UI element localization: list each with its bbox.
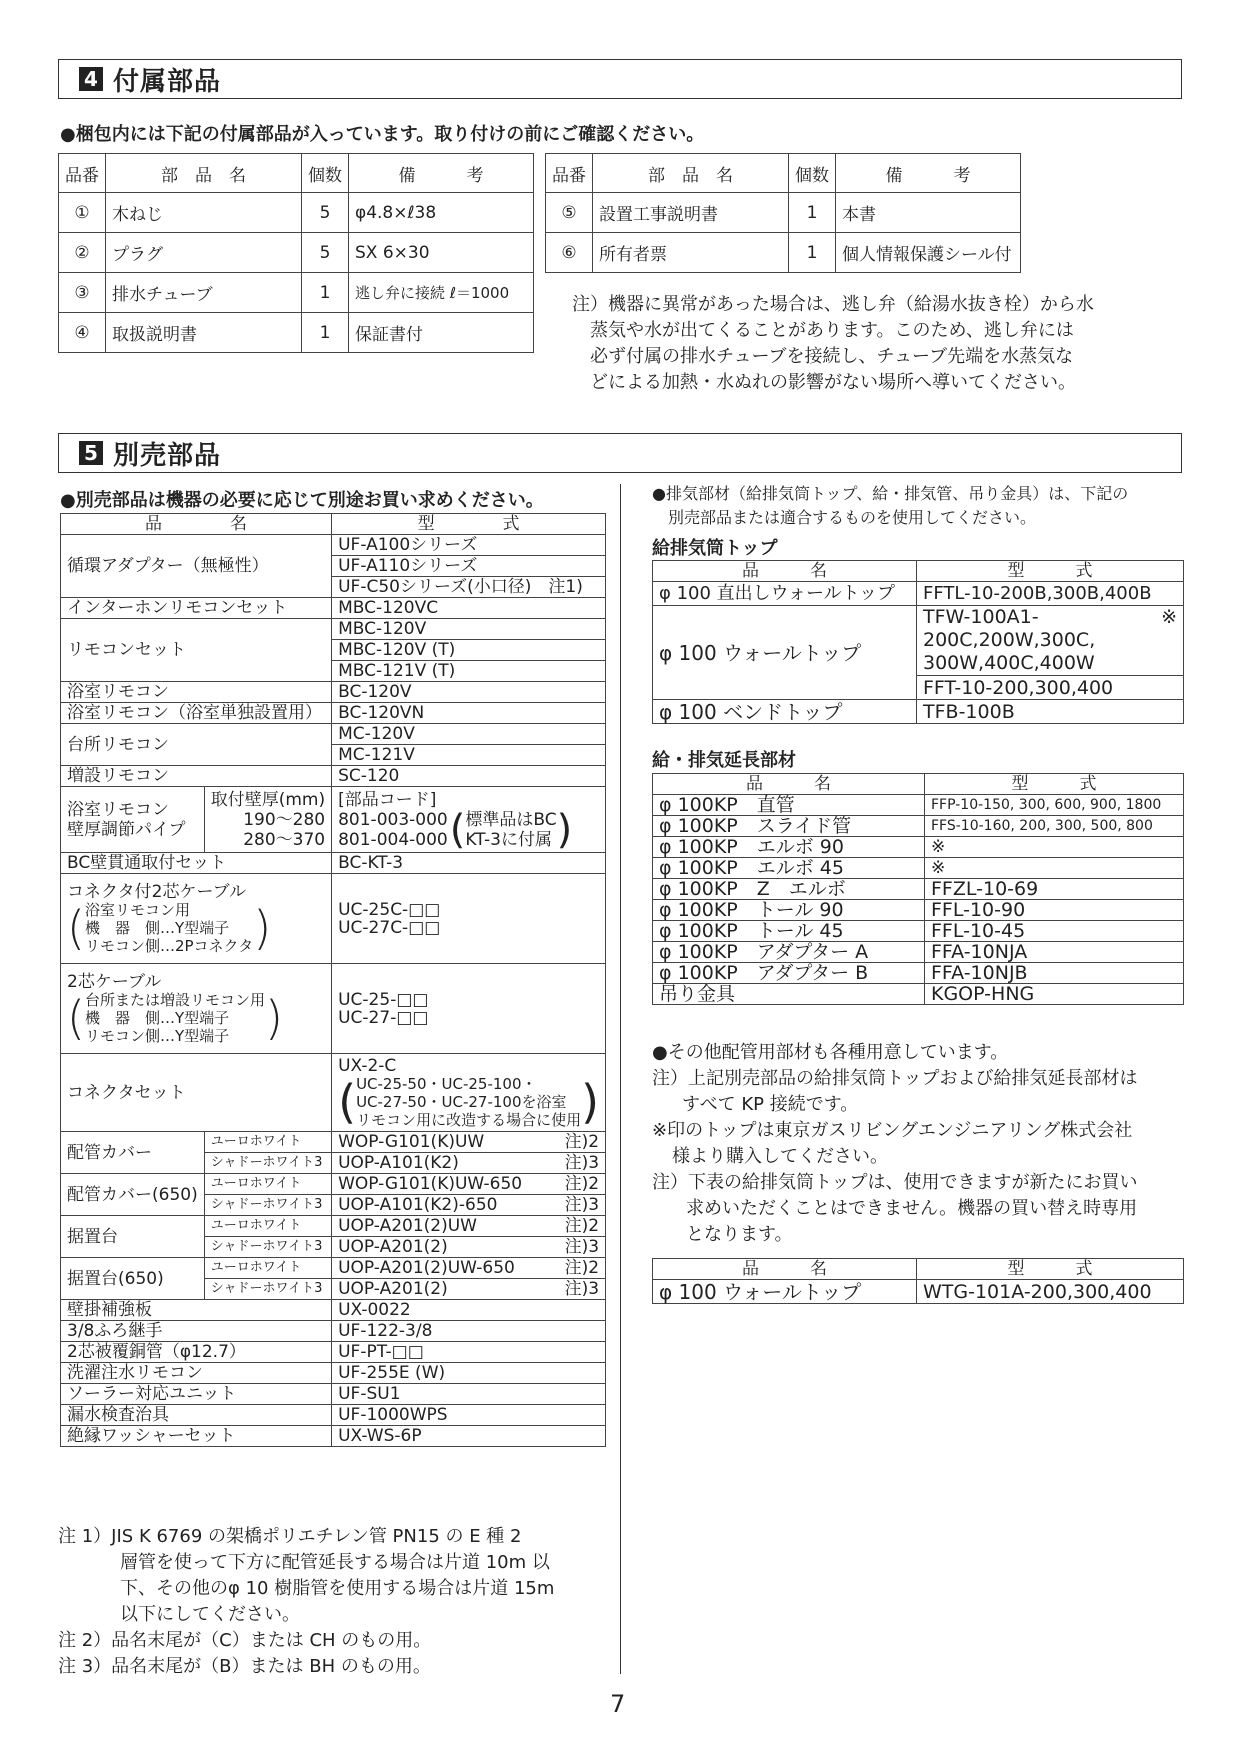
table-row bbox=[653, 582, 1184, 606]
cable-line: 浴室リモコン用 bbox=[84, 900, 190, 919]
color-variant: シャドーホワイト3 bbox=[204, 1195, 331, 1216]
color-variant: シャドーホワイト3 bbox=[204, 1153, 331, 1174]
table-row bbox=[653, 963, 1184, 984]
row-no: ① bbox=[59, 193, 106, 233]
row-name bbox=[61, 787, 205, 853]
color-variant: ユーロホワイト bbox=[204, 1216, 331, 1237]
row-no: ④ bbox=[59, 313, 106, 353]
cable-title: コネクタ付2芯ケーブル bbox=[67, 881, 246, 902]
row-model: UX-0022 bbox=[332, 1300, 606, 1321]
model-line: UC-27C-□□ bbox=[338, 917, 441, 938]
row-qty: 1 bbox=[789, 233, 836, 273]
color-variant: ユーロホワイト bbox=[204, 1258, 331, 1279]
table-row bbox=[61, 1342, 606, 1363]
header-no: 品番 bbox=[546, 154, 593, 193]
row-name: 3/8ふろ継手 bbox=[61, 1321, 332, 1342]
row-qty: 5 bbox=[302, 233, 349, 273]
part-code-note-1: 標準品はBC bbox=[465, 809, 557, 830]
page-number: 7 bbox=[610, 1690, 626, 1718]
row-model bbox=[332, 1174, 606, 1195]
section-4-lead: ●梱包内には下記の付属部品が入っています。取り付けの前にご確認ください。 bbox=[60, 124, 705, 145]
row-name: φ 100 ウォールトップ bbox=[653, 1280, 917, 1304]
header-qty: 個数 bbox=[789, 154, 836, 193]
row-name: 絶縁ワッシャーセット bbox=[61, 1426, 332, 1447]
table-row bbox=[59, 273, 534, 313]
row-name: 吊り金具 bbox=[653, 984, 925, 1005]
table-row bbox=[61, 1300, 606, 1321]
model-note-line: リモコン用に改造する場合に使用 bbox=[356, 1110, 582, 1129]
table-row bbox=[61, 682, 606, 703]
row-name: 木ねじ bbox=[106, 193, 302, 233]
row-name: 台所リモコン bbox=[61, 724, 332, 766]
part-code: [部品コード] 801-003-000 801-004-000 ( 標準品はBC KT-3に付属 ) bbox=[332, 787, 606, 853]
table-row bbox=[61, 1426, 606, 1447]
table-row bbox=[653, 816, 1184, 837]
exhaust-notes bbox=[652, 1040, 1137, 1248]
row-model bbox=[917, 606, 1184, 676]
table-row bbox=[653, 1280, 1184, 1304]
header-name: 部 品 名 bbox=[593, 154, 789, 193]
model-value: WOP-G101(K)UW bbox=[338, 1132, 485, 1152]
note-line: 以下にしてください。 bbox=[120, 1604, 300, 1625]
note-line: どによる加熱・水ぬれの影響がない場所へ導いてください。 bbox=[590, 372, 1076, 393]
wall-thickness-b: 280〜370 bbox=[243, 829, 326, 850]
vent-top-title: 給排気筒トップ bbox=[652, 538, 778, 559]
model-line: TFW-100A1- bbox=[923, 606, 1039, 628]
header-name: 品 名 bbox=[61, 514, 332, 535]
header-name: 部 品 名 bbox=[106, 154, 302, 193]
row-model: FFA-10NJB bbox=[925, 963, 1184, 984]
row-model: FFT-10-200,300,400 bbox=[917, 676, 1184, 700]
model-line: UC-25-□□ bbox=[338, 989, 429, 1010]
table-header bbox=[653, 774, 1184, 795]
note-line: 層管を使って下方に配管延長する場合は片道 10m 以 bbox=[120, 1552, 550, 1573]
part-code-title: [部品コード] bbox=[338, 789, 437, 810]
row-model: SC-120 bbox=[332, 766, 606, 787]
part-code-note-2: KT-3に付属 bbox=[465, 829, 552, 850]
section-4-note bbox=[572, 292, 1094, 396]
note-line: となります。 bbox=[686, 1224, 793, 1245]
row-model: UF-255E (W) bbox=[332, 1363, 606, 1384]
row-note: 本書 bbox=[836, 193, 1021, 233]
row-qty: 1 bbox=[789, 193, 836, 233]
model-value: UOP-A201(2)UW-650 bbox=[338, 1258, 515, 1278]
row-model: BC-120V bbox=[332, 682, 606, 703]
legacy-top-table bbox=[652, 1258, 1184, 1304]
row-model bbox=[332, 964, 606, 1054]
table-row bbox=[61, 1321, 606, 1342]
note-line: 下、その他のφ 10 樹脂管を使用する場合は片道 15m bbox=[120, 1578, 555, 1599]
row-no: ③ bbox=[59, 273, 106, 313]
column-divider bbox=[620, 484, 621, 1674]
row-no: ② bbox=[59, 233, 106, 273]
model-note-line: UC-27-50・UC-27-100を浴室 bbox=[356, 1092, 567, 1111]
wall-thickness-title: 取付壁厚(mm) bbox=[210, 789, 326, 810]
row-model: MBC-121V (T) bbox=[332, 661, 606, 682]
header-name: 品 名 bbox=[653, 1259, 917, 1280]
note-ref: 注)2 bbox=[564, 1258, 600, 1278]
row-name: φ 100KP アダプター A bbox=[653, 942, 925, 963]
cable-line: リモコン側…Y型端子 bbox=[84, 1026, 230, 1045]
section-5-number: 5 bbox=[79, 441, 103, 465]
row-name: φ 100 直出しウォールトップ bbox=[653, 582, 917, 606]
row-qty: 5 bbox=[302, 193, 349, 233]
header-no: 品番 bbox=[59, 154, 106, 193]
table-header bbox=[59, 154, 534, 193]
model-line: UC-27-□□ bbox=[338, 1007, 429, 1028]
row-note: φ4.8×ℓ38 bbox=[349, 193, 534, 233]
model-value: UOP-A201(2) bbox=[338, 1237, 448, 1257]
note-ref: 注)3 bbox=[564, 1195, 600, 1215]
header-model: 型 式 bbox=[917, 1259, 1184, 1280]
table-header bbox=[653, 1259, 1184, 1280]
row-name: 配管カバー bbox=[61, 1132, 205, 1174]
color-variant: ユーロホワイト bbox=[204, 1174, 331, 1195]
table-row bbox=[61, 1363, 606, 1384]
row-model: BC-KT-3 bbox=[332, 853, 606, 874]
row-model bbox=[332, 1237, 606, 1258]
row-name: φ 100KP アダプター B bbox=[653, 963, 925, 984]
model-line: UX-2-C bbox=[338, 1055, 397, 1076]
row-name: ソーラー対応ユニット bbox=[61, 1384, 332, 1405]
table-row bbox=[59, 233, 534, 273]
row-name: φ 100KP エルボ 45 bbox=[653, 858, 925, 879]
row-model: FFL-10-90 bbox=[925, 900, 1184, 921]
row-model: UF-A100シリーズ bbox=[332, 535, 606, 556]
row-model: UF-SU1 bbox=[332, 1384, 606, 1405]
row-model: MC-120V bbox=[332, 724, 606, 745]
table-row bbox=[61, 766, 606, 787]
row-model: KGOP-HNG bbox=[925, 984, 1184, 1005]
row-name: 据置台 bbox=[61, 1216, 205, 1258]
section-5-title: 別売部品 bbox=[113, 440, 222, 471]
row-name: 循環アダプター（無極性） bbox=[61, 535, 332, 598]
row-model bbox=[332, 1258, 606, 1279]
section-4-title: 付属部品 bbox=[113, 66, 222, 97]
section-4-header bbox=[58, 59, 1182, 99]
header-model: 型 式 bbox=[332, 514, 606, 535]
note-line: 注 2）品名末尾が（C）または CH のもの用。 bbox=[58, 1630, 432, 1651]
row-model: MBC-120VC bbox=[332, 598, 606, 619]
row-qty: 1 bbox=[302, 273, 349, 313]
model-value: UOP-A201(2)UW bbox=[338, 1216, 477, 1236]
table-row bbox=[653, 858, 1184, 879]
note-line: ※印のトップは東京ガスリビングエンジニアリング株式会社 bbox=[652, 1120, 1133, 1141]
table-row bbox=[59, 313, 534, 353]
row-name: 排水チューブ bbox=[106, 273, 302, 313]
note-ref: 注)2 bbox=[564, 1132, 600, 1152]
optional-parts-notes bbox=[58, 1524, 554, 1680]
row-model bbox=[332, 1279, 606, 1300]
note-ref: 注)2 bbox=[564, 1174, 600, 1194]
part-code-1: 801-003-000 bbox=[338, 809, 448, 830]
row-model bbox=[332, 1216, 606, 1237]
header-qty: 個数 bbox=[302, 154, 349, 193]
row-name: 浴室リモコン（浴室単独設置用） bbox=[61, 703, 332, 724]
model-value: WOP-G101(K)UW-650 bbox=[338, 1174, 523, 1194]
table-row bbox=[61, 598, 606, 619]
row-model: FFA-10NJA bbox=[925, 942, 1184, 963]
row-name: φ 100KP トール 45 bbox=[653, 921, 925, 942]
row-name: 浴室リモコン bbox=[61, 682, 332, 703]
model-value: UOP-A101(K2)-650 bbox=[338, 1195, 498, 1215]
table-row bbox=[653, 900, 1184, 921]
accessory-table-left bbox=[58, 153, 534, 353]
extension-table bbox=[652, 773, 1184, 1005]
cable-title: 2芯ケーブル bbox=[67, 971, 162, 992]
row-model bbox=[332, 874, 606, 964]
table-row bbox=[61, 964, 606, 1054]
cable-line: リモコン側…2Pコネクタ bbox=[84, 936, 254, 955]
row-name: 配管カバー(650) bbox=[61, 1174, 205, 1216]
color-variant: シャドーホワイト3 bbox=[204, 1279, 331, 1300]
table-row bbox=[61, 1216, 606, 1237]
row-model bbox=[332, 1153, 606, 1174]
pipe-name-line: 壁厚調節パイプ bbox=[67, 819, 186, 840]
table-header bbox=[546, 154, 1021, 193]
note-line: 求めいただくことはできません。機器の買い替え時専用 bbox=[686, 1198, 1138, 1219]
row-name: φ 100KP Z エルボ bbox=[653, 879, 925, 900]
table-row bbox=[61, 619, 606, 640]
row-note: 逃し弁に接続 ℓ＝1000 bbox=[349, 273, 534, 313]
table-row bbox=[61, 874, 606, 964]
lead-line: 別売部品または適合するものを使用してください。 bbox=[668, 508, 1037, 527]
note-line: 必ず付属の排水チューブを接続し、チューブ先端を水蒸気な bbox=[590, 346, 1074, 367]
vent-top-table bbox=[652, 560, 1184, 724]
header-note: 備 考 bbox=[349, 154, 534, 193]
table-row bbox=[61, 1054, 606, 1132]
table-row bbox=[653, 700, 1184, 724]
header-note: 備 考 bbox=[836, 154, 1021, 193]
cable-line: 台所または増設リモコン用 bbox=[84, 990, 265, 1009]
table-row bbox=[61, 787, 606, 853]
row-name: φ 100 ウォールトップ bbox=[653, 606, 917, 700]
model-line: 200C,200W,300C, bbox=[923, 629, 1096, 651]
section-5-header bbox=[58, 433, 1182, 473]
table-row bbox=[653, 837, 1184, 858]
row-note: 個人情報保護シール付 bbox=[836, 233, 1021, 273]
note-ref: 注)2 bbox=[564, 1216, 600, 1236]
extension-title: 給・排気延長部材 bbox=[652, 750, 796, 771]
row-model bbox=[332, 1132, 606, 1153]
row-model: FFL-10-45 bbox=[925, 921, 1184, 942]
section-4-number: 4 bbox=[79, 67, 103, 91]
row-model: UX-2-C ( UC-25-50・UC-25-100・ UC-27-50・UC-27-100を浴室 リモコン用に改造する場合に使用 ) bbox=[332, 1054, 606, 1132]
table-row bbox=[653, 942, 1184, 963]
part-code-2: 801-004-000 bbox=[338, 829, 448, 850]
model-value: UOP-A201(2) bbox=[338, 1279, 448, 1299]
note-line: 蒸気や水が出てくることがあります。このため、逃し弁には bbox=[590, 320, 1074, 341]
row-model: MBC-120V bbox=[332, 619, 606, 640]
row-note: SX 6×30 bbox=[349, 233, 534, 273]
row-model: TFB-100B bbox=[917, 700, 1184, 724]
row-model: FFTL-10-200B,300B,400B bbox=[917, 582, 1184, 606]
row-model: UF-C50シリーズ(小口径) 注1) bbox=[332, 577, 606, 598]
row-model: FFS-10-160, 200, 300, 500, 800 bbox=[925, 816, 1184, 837]
wall-thickness bbox=[204, 787, 331, 853]
table-row bbox=[61, 724, 606, 745]
color-variant: ユーロホワイト bbox=[204, 1132, 331, 1153]
row-no: ⑤ bbox=[546, 193, 593, 233]
row-name: 設置工事説明書 bbox=[593, 193, 789, 233]
model-note-line: UC-25-50・UC-25-100・ bbox=[356, 1074, 537, 1093]
table-header bbox=[61, 514, 606, 535]
row-name: 据置台(650) bbox=[61, 1258, 205, 1300]
exhaust-lead bbox=[652, 482, 1128, 530]
table-row bbox=[61, 1132, 606, 1153]
row-model: WTG-101A-200,300,400 bbox=[917, 1280, 1184, 1304]
row-name: BC壁貫通取付セット bbox=[61, 853, 332, 874]
accessory-table-right bbox=[545, 153, 1021, 273]
row-model: UX-WS-6P bbox=[332, 1426, 606, 1447]
table-row bbox=[61, 1174, 606, 1195]
row-name: 取扱説明書 bbox=[106, 313, 302, 353]
row-name: 増設リモコン bbox=[61, 766, 332, 787]
row-name: コネクタセット bbox=[61, 1054, 332, 1132]
cable-line: 機 器 側…Y型端子 bbox=[84, 1008, 230, 1027]
table-row bbox=[653, 984, 1184, 1005]
row-model bbox=[332, 1195, 606, 1216]
note-line: 注）下表の給排気筒トップは、使用できますが新たにお買い bbox=[652, 1172, 1138, 1193]
row-model: UF-1000WPS bbox=[332, 1405, 606, 1426]
note-ref: 注)3 bbox=[564, 1237, 600, 1257]
row-name: φ 100 ベンドトップ bbox=[653, 700, 917, 724]
row-model: MC-121V bbox=[332, 745, 606, 766]
row-name: 所有者票 bbox=[593, 233, 789, 273]
row-model: FFZL-10-69 bbox=[925, 879, 1184, 900]
table-row bbox=[546, 193, 1021, 233]
table-row bbox=[546, 233, 1021, 273]
row-name: 壁掛補強板 bbox=[61, 1300, 332, 1321]
row-model: ※ bbox=[925, 858, 1184, 879]
note-line: 注）機器に異常があった場合は、逃し弁（給湯水抜き栓）から水 bbox=[572, 294, 1094, 315]
model-value: UOP-A101(K2) bbox=[338, 1153, 459, 1173]
row-name: 2芯ケーブル ( 台所または増設リモコン用 機 器 側…Y型端子 リモコン側…Y型端子 ) bbox=[61, 964, 332, 1054]
note-line: すべて KP 接続です。 bbox=[682, 1094, 859, 1115]
row-note: 保証書付 bbox=[349, 313, 534, 353]
model-line: 300W,400C,400W bbox=[923, 652, 1095, 674]
optional-parts-table bbox=[60, 513, 606, 1447]
table-row bbox=[653, 921, 1184, 942]
row-name: 2芯被覆銅管（φ12.7） bbox=[61, 1342, 332, 1363]
table-row bbox=[61, 535, 606, 556]
header-name: 品 名 bbox=[653, 561, 917, 582]
pipe-name-line: 浴室リモコン bbox=[67, 799, 169, 820]
table-row bbox=[61, 1258, 606, 1279]
wall-thickness-a: 190〜280 bbox=[243, 809, 326, 830]
table-row bbox=[653, 606, 1184, 676]
row-name: プラグ bbox=[106, 233, 302, 273]
table-header bbox=[653, 561, 1184, 582]
note-line: 注 3）品名末尾が（B）または BH のもの用。 bbox=[58, 1656, 431, 1677]
row-name: φ 100KP 直管 bbox=[653, 795, 925, 816]
row-model: BC-120VN bbox=[332, 703, 606, 724]
table-row bbox=[653, 879, 1184, 900]
header-model: 型 式 bbox=[925, 774, 1184, 795]
row-name: 漏水検査治具 bbox=[61, 1405, 332, 1426]
row-model: ※ bbox=[925, 837, 1184, 858]
row-name: φ 100KP スライド管 bbox=[653, 816, 925, 837]
row-name: 洗濯注水リモコン bbox=[61, 1363, 332, 1384]
note-ref: 注)3 bbox=[564, 1279, 600, 1299]
note-line: ●その他配管用部材も各種用意しています。 bbox=[652, 1042, 1009, 1063]
table-row bbox=[59, 193, 534, 233]
section-5-lead: ●別売部品は機器の必要に応じて別途お買い求めください。 bbox=[60, 490, 544, 511]
color-variant: シャドーホワイト3 bbox=[204, 1237, 331, 1258]
cable-line: 機 器 側…Y型端子 bbox=[84, 918, 230, 937]
row-name: φ 100KP エルボ 90 bbox=[653, 837, 925, 858]
row-name: インターホンリモコンセット bbox=[61, 598, 332, 619]
row-name: コネクタ付2芯ケーブル ( 浴室リモコン用 機 器 側…Y型端子 リモコン側…2Pコネクタ ) bbox=[61, 874, 332, 964]
row-name: リモコンセット bbox=[61, 619, 332, 682]
row-no: ⑥ bbox=[546, 233, 593, 273]
table-row bbox=[61, 703, 606, 724]
table-row bbox=[61, 1384, 606, 1405]
row-model: UF-A110シリーズ bbox=[332, 556, 606, 577]
note-line: 注）上記別売部品の給排気筒トップおよび給排気延長部材は bbox=[652, 1068, 1138, 1089]
table-row bbox=[653, 795, 1184, 816]
note-line: 注 1）JIS K 6769 の架橋ポリエチレン管 PN15 の E 種 2 bbox=[58, 1526, 522, 1547]
row-name: φ 100KP トール 90 bbox=[653, 900, 925, 921]
lead-line: ●排気部材（給排気筒トップ、給・排気管、吊り金具）は、下記の bbox=[652, 484, 1129, 503]
header-model: 型 式 bbox=[917, 561, 1184, 582]
note-ref: 注)3 bbox=[564, 1153, 600, 1173]
table-row bbox=[61, 853, 606, 874]
row-model: MBC-120V (T) bbox=[332, 640, 606, 661]
row-qty: 1 bbox=[302, 313, 349, 353]
header-name: 品 名 bbox=[653, 774, 925, 795]
note-line: 様より購入してください。 bbox=[672, 1146, 888, 1167]
row-model: UF-122-3/8 bbox=[332, 1321, 606, 1342]
table-row bbox=[61, 1405, 606, 1426]
row-model: FFP-10-150, 300, 600, 900, 1800 bbox=[925, 795, 1184, 816]
model-line: UC-25C-□□ bbox=[338, 899, 441, 920]
row-model: UF-PT-□□ bbox=[332, 1342, 606, 1363]
star-mark: ※ bbox=[1161, 606, 1177, 628]
